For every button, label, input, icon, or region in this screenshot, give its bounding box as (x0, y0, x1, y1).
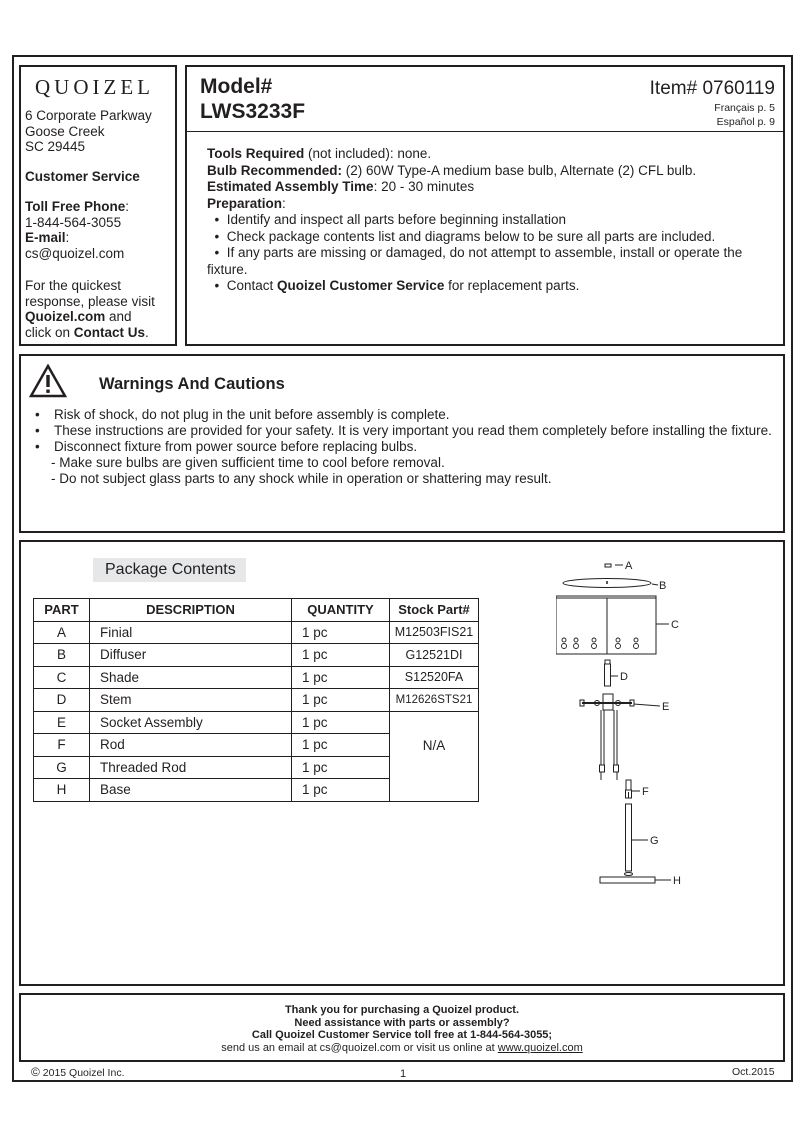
requirements-text: Tools Required (not included): none. Bulb Recommended: (2) 60W Type-A medium base bulb, Alternate (2) CFL bulb. Estimated Assembly Time: 20 - 30 minutes Preparation: • Identify and inspect all parts before beginning installation • Check package contents list and diagrams below to be sure all parts are included. • If any parts are missing or damaged, do not attempt to assemble, install or operate the fixture. • Contact Quoizel Customer Service for replacement parts. (207, 146, 777, 295)
model-label: Model# (200, 75, 273, 98)
table-row: H Base 1 pc (34, 779, 479, 802)
parts-table (33, 598, 479, 802)
table-row: B Diffuser 1 pc G12521DI (34, 644, 479, 667)
model-number: LWS3233F (200, 100, 306, 123)
base-part (600, 877, 655, 883)
label-b: B (659, 580, 667, 592)
table-row: A Finial 1 pc M12503FIS21 (34, 621, 479, 644)
table-row: F Rod 1 pc (34, 734, 479, 757)
warning-sub-item: - Do not subject glass parts to any shock while in operation or shattering may result. (51, 471, 552, 486)
label-e: E (662, 701, 670, 713)
label-g: G (650, 835, 659, 847)
warnings-list (35, 407, 775, 487)
website-link[interactable]: www.quoizel.com (497, 1041, 583, 1054)
warnings-box (19, 354, 785, 533)
leader-e (634, 704, 660, 706)
package-contents-title: Package Contents (93, 558, 246, 582)
warning-sub-item: - Make sure bulbs are given sufficient time to cool before removal. (51, 455, 445, 470)
label-f: F (642, 786, 649, 798)
contact-info: Toll Free Phone: 1-844-564-3055 E-mail: cs@quoizel.com (25, 199, 130, 261)
table-row: D Stem 1 pc M12626STS21 (34, 689, 479, 712)
label-a: A (625, 560, 633, 572)
label-d: D (620, 671, 628, 683)
label-c: C (671, 619, 679, 631)
customer-service-heading: Customer Service (25, 169, 140, 184)
warning-item: • Disconnect fixture from power source before replacing bulbs. (35, 439, 418, 454)
footer-text: Thank you for purchasing a Quoizel product. Need assistance with parts or assembly? Call Quoizel Customer Service toll free at 1-844-564-3055; send us an email at cs@quoizel.com or visit us online at www.quoizel.com (221, 1004, 583, 1054)
warning-icon (29, 364, 67, 398)
table-row: E Socket Assembly 1 pc N/A (34, 711, 479, 734)
threaded-rod-part (626, 804, 632, 871)
warning-item: • These instructions are provided for your safety. It is very important you read them completely before installing the fixture. (35, 423, 772, 438)
lamp-parts-diagram (556, 554, 716, 894)
company-address: 6 Corporate Parkway Goose Creek SC 29445 (25, 108, 152, 154)
company-box (19, 65, 177, 346)
prep-item: • Contact Quoizel Customer Service for replacement parts. (207, 278, 580, 293)
table-row: C Shade 1 pc S12520FA (34, 666, 479, 689)
warning-item: • Risk of shock, do not plug in the unit before assembly is complete. (35, 407, 450, 422)
model-divider (187, 131, 783, 132)
phone-number: 1-844-564-3055 (25, 214, 122, 230)
quick-response-text: For the quickest response, please visit Quoizel.com and click on Contact Us. (25, 278, 155, 340)
table-header-row: PART DESCRIPTION QUANTITY Stock Part# (34, 599, 479, 622)
shade-part (556, 596, 656, 654)
revision-date: Oct.2015 (732, 1066, 775, 1078)
label-h: H (673, 875, 681, 887)
email-address: cs@quoizel.com (25, 245, 125, 261)
package-box (19, 540, 785, 986)
stem-part (605, 664, 611, 686)
item-number: Item# 0760119 (649, 78, 775, 99)
page-number: 1 (400, 1068, 407, 1080)
model-box (185, 65, 785, 346)
finial-part (605, 564, 611, 567)
leader-b (652, 584, 658, 585)
copyright: © 2015 Quoizel Inc. (31, 1065, 125, 1079)
table-row: G Threaded Rod 1 pc (34, 756, 479, 779)
prep-item: • Identify and inspect all parts before beginning installation (207, 212, 566, 227)
stock-na: N/A (390, 711, 479, 801)
prep-item: • If any parts are missing or damaged, do not attempt to assemble, install or operate the fixture. (207, 245, 743, 277)
prep-item: • Check package contents list and diagrams below to be sure all parts are included. (207, 228, 716, 244)
footer-box (19, 993, 785, 1062)
warnings-title: Warnings And Cautions (99, 375, 285, 393)
quoizel-logo: QUOIZEL (35, 75, 154, 99)
language-index: Français p. 5 Español p. 9 (714, 102, 775, 128)
